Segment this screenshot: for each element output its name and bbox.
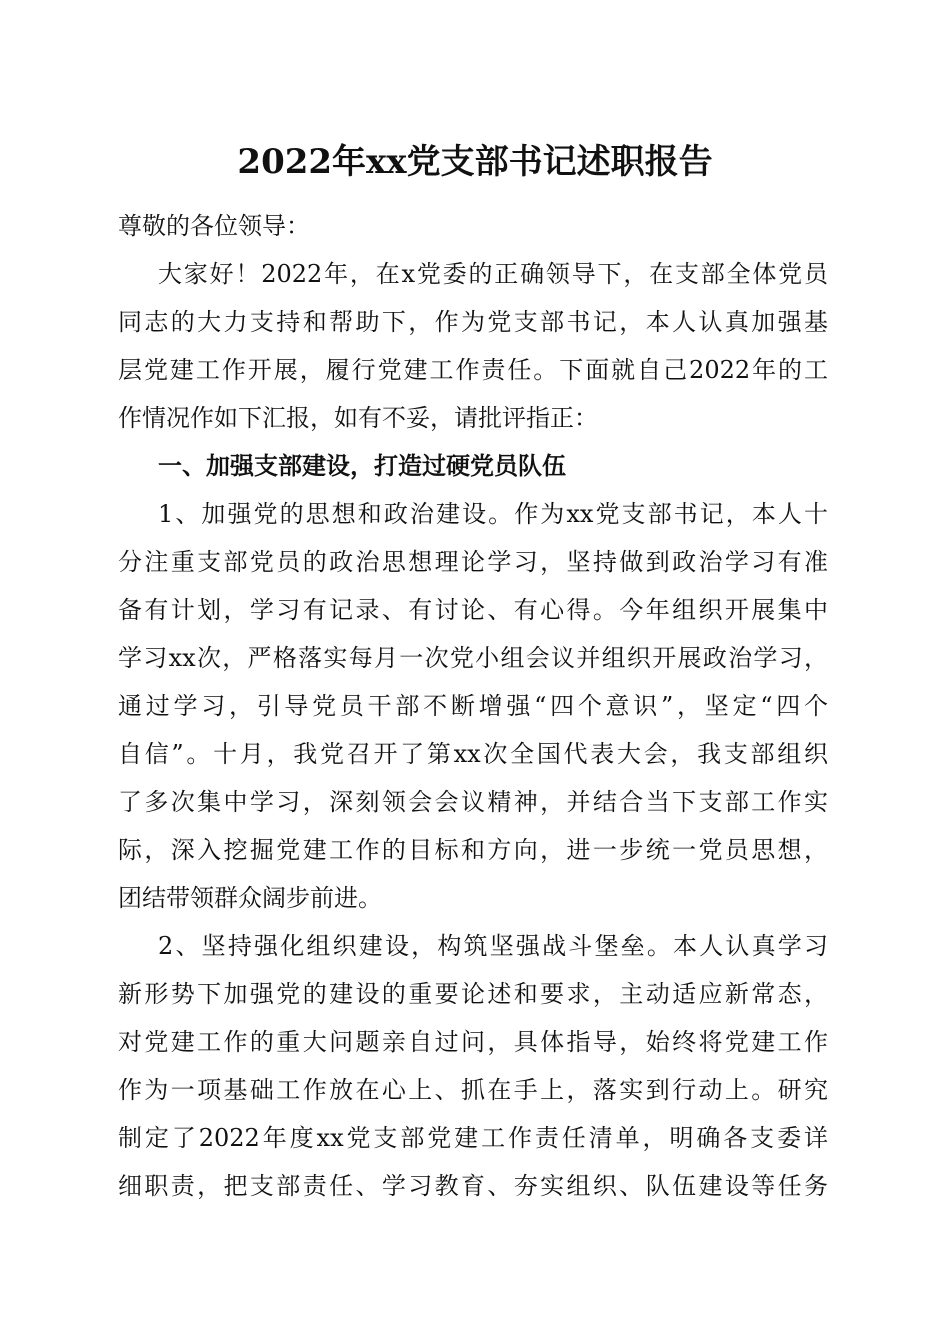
paragraph-2-line-4: 学习xx次，严格落实每月一次党小组会议并组织开展政治学习， [118, 644, 828, 672]
paragraph-2-line-7: 了多次集中学习，深刻领会会议精神，并结合当下支部工作实 [118, 788, 828, 816]
paragraph-1-line-4: 作情况作如下汇报，如有不妥，请批评指正： [118, 404, 598, 432]
paragraph-2-line-3: 备有计划，学习有记录、有讨论、有心得。今年组织开展集中 [118, 596, 828, 624]
paragraph-2-line-8: 际，深入挖掘党建工作的目标和方向，进一步统一党员思想， [118, 836, 828, 864]
paragraph-2-line-5: 通过学习，引导党员干部不断增强“四个意识”，坚定“四个 [118, 692, 828, 720]
paragraph-2-line-2: 分注重支部党员的政治思想理论学习，坚持做到政治学习有准 [118, 548, 828, 576]
paragraph-2-line-6: 自信”。十月，我党召开了第xx次全国代表大会，我支部组织 [118, 740, 828, 768]
paragraph-3-line-2: 新形势下加强党的建设的重要论述和要求，主动适应新常态， [118, 980, 828, 1008]
document-title: 2022年xx党支部书记述职报告 [237, 142, 713, 182]
paragraph-3-line-3: 对党建工作的重大问题亲自过问，具体指导，始终将党建工作 [118, 1028, 828, 1056]
paragraph-3-line-4: 作为一项基础工作放在心上、抓在手上，落实到行动上。研究 [118, 1076, 828, 1104]
paragraph-1-line-1: 大家好！2022年，在x党委的正确领导下，在支部全体党员 [158, 260, 828, 288]
paragraph-1-line-2: 同志的大力支持和帮助下，作为党支部书记，本人认真加强基 [118, 308, 828, 336]
paragraph-3-line-6: 细职责，把支部责任、学习教育、夯实组织、队伍建设等任务 [118, 1172, 828, 1200]
paragraph-3-line-5: 制定了2022年度xx党支部党建工作责任清单，明确各支委详 [118, 1124, 828, 1152]
paragraph-2-line-9: 团结带领群众阔步前进。 [118, 884, 382, 912]
section-1-heading: 一、加强支部建设，打造过硬党员队伍 [158, 452, 566, 480]
paragraph-1-line-3: 层党建工作开展，履行党建工作责任。下面就自己2022年的工 [118, 356, 828, 384]
document-body [118, 202, 828, 1210]
paragraph-3-line-1: 2、坚持强化组织建设，构筑坚强战斗堡垒。本人认真学习 [158, 932, 828, 960]
salutation: 尊敬的各位领导： [118, 212, 310, 240]
paragraph-2-line-1: 1、加强党的思想和政治建设。作为xx党支部书记，本人十 [158, 500, 828, 528]
